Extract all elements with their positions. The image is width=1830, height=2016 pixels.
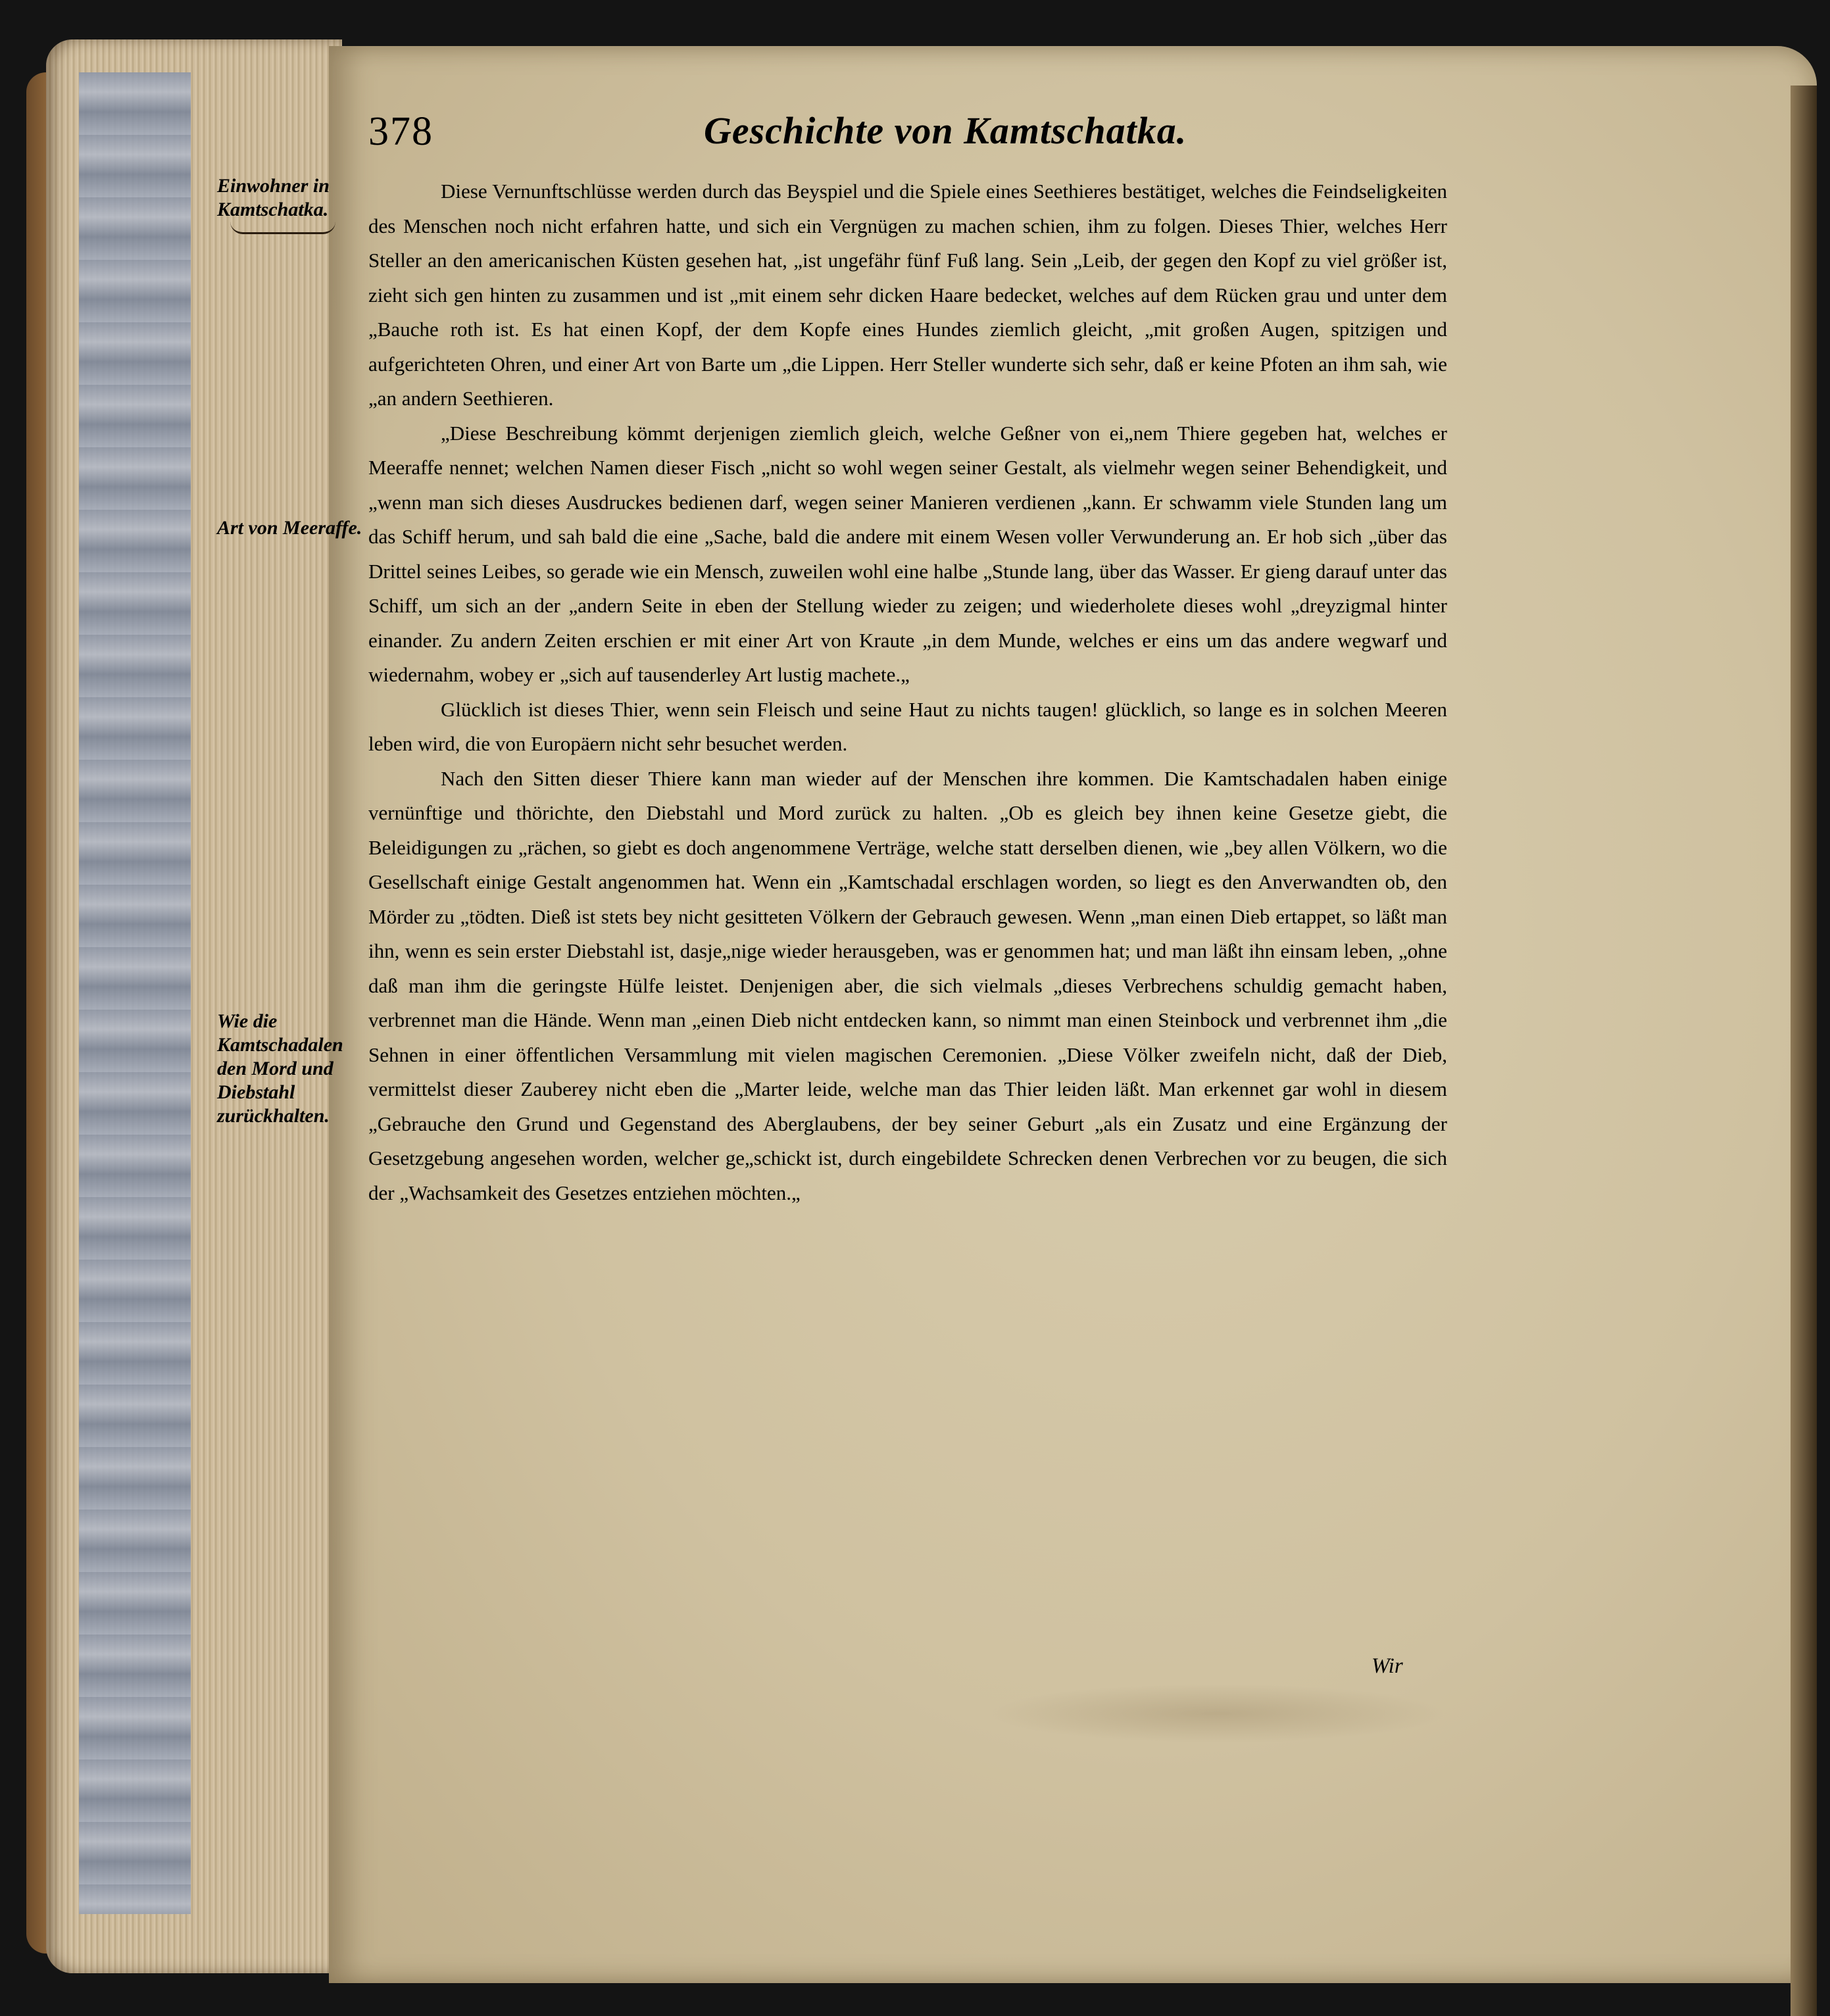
catchword: Wir	[1372, 1654, 1403, 1678]
paragraph: Nach den Sitten dieser Thiere kann man wieder auf der Menschen ihre kommen. Die Kamtschadalen haben einige vernünftige und thörichte, den Diebstahl und Mord zurück zu halten. „Ob es gleich bey ihnen keine Gesetze giebt, die Beleidigungen zu „rächen, so giebt es doch angenommene Verträge, welche statt derselben dienen, wie „bey allen Völkern, wo die Gesellschaft einige Gestalt angenommen hat. Wenn ein „Kamtschadal erschlagen worden, so liegt es den Anverwandten ob, den Mörder zu „tödten. Dieß ist stets bey nicht gesitteten Völkern der Gebrauch gewesen. Wenn „man einen Dieb ertappet, so läßt man ihn, wenn es sein erster Diebstahl ist, dasje„nige wieder herausgeben, was er genommen hat; und man läßt ihn einsam leben, „ohne daß man ihm die geringste Hülfe leistet. Denjenigen aber, die sich vielmals „dieses Verbrechens schuldig gemacht haben, verbrennet man die Hände. Wenn man „einen Dieb nicht entdecken kann, so nimmt man einen Steinbock und verbrennet ihm „die Sehnen in einer öffentlichen Versammlung mit vielen magischen Ceremonien. „Diese Völker zweifeln nicht, daß der Dieb, vermittelst dieser Zauberey nicht eben die „Marter leide, welche man das Thier leiden läßt. Man erkennet gar wohl in diesem „Gebrauche den Grund und Gegenstand des Aberglaubens, der bey seiner Geburt „als ein Zusatz und eine Ergänzung der Gesetzgebung angesehen worden, welcher ge„schickt ist, durch eingebildete Schrecken denen Verbrechen vor zu beugen, die sich der „Wachsamkeit des Gesetzes entziehen möchten.„	[368, 766, 1447, 1204]
margin-note-inhabitants	[217, 174, 368, 234]
running-title: Geschichte von Kamtschatka.	[704, 109, 1187, 152]
bleed-through-stain	[987, 1684, 1447, 1743]
paragraph: „Diese Beschreibung kömmt derjenigen ziemlich gleich, welche Geßner von ei„nem Thiere gegeben hat, welches er Meeraffe nennet; welchen Namen dieser Fisch „nicht so wohl wegen seiner Gestalt, als vielmehr wegen seiner Behendigkeit, und „wenn man sich dieses Ausdruckes bedienen darf, wegen seiner Manieren verdienen „kann. Er schwamm viele Stunden lang um das Schiff herum, und sah bald die eine „Sache, bald die andere mit einem Wesen voller Verwunderung an. Er hob sich „über das Drittel seines Leibes, so gerade wie ein Mensch, zuweilen wohl eine halbe „Stunde lang, über das Wasser. Er gieng darauf unter das Schiff, um sich an der „andern Seite in eben der Stellung wieder zu zeigen; und wiederholete dieses wohl „dreyzigmal hinter einander. Zu andern Zeiten erschien er mit einer Art von Kraute „in dem Munde, welches er eins um das andere wegwarf und wiedernahm, wobey er „sich auf tausenderley Art lustig machete.„	[368, 421, 1447, 686]
brace-ornament	[230, 222, 335, 234]
paragraph: Glücklich ist dieses Thier, wenn sein Fleisch und seine Haut zu nichts taugen! glücklich, so lange es in solchen Meeren leben wird, die von Europäern nicht sehr besuchet werden.	[368, 697, 1447, 755]
margin-note-theft: Wie die Kamtschadalen den Mord und Diebstahl zurückhalten.	[217, 1010, 343, 1127]
page-number: 378	[368, 109, 433, 154]
margin-note-text: Einwohner in Kamtschatka.	[217, 175, 330, 220]
marbled-endpaper	[79, 72, 191, 1914]
page-gutter-shadow	[1791, 86, 1817, 2016]
margin-note-sea-ape: Art von Meeraffe.	[217, 517, 362, 539]
paragraph: Diese Vernunftschlüsse werden durch das Beyspiel und die Spiele eines Seethieres bestätiget, welches die Feindseligkeiten des Menschen noch nicht erfahren hatte, und sich ein Vergnügen zu machen schien, ihm zu folgen. Dieses Thier, welches Herr Steller an den americanischen Küsten gesehen hat, „ist ungefähr fünf Fuß lang. Sein „Leib, der gegen den Kopf zu viel größer ist, zieht sich gen hinten zu zusammen und ist „mit einem sehr dicken Haare bedecket, welches auf dem Rücken grau und unter dem „Bauche roth ist. Es hat einen Kopf, der dem Kopfe eines Hundes ziemlich gleicht, „mit großen Augen, spitzigen und aufgerichteten Ohren, und einer Art von Barte um „die Lippen. Herr Steller wunderte sich sehr, daß er keine Pfoten an ihm sah, wie „an andern Seethieren.	[368, 180, 1447, 410]
running-head	[368, 109, 1526, 168]
body-text	[368, 174, 1447, 1210]
